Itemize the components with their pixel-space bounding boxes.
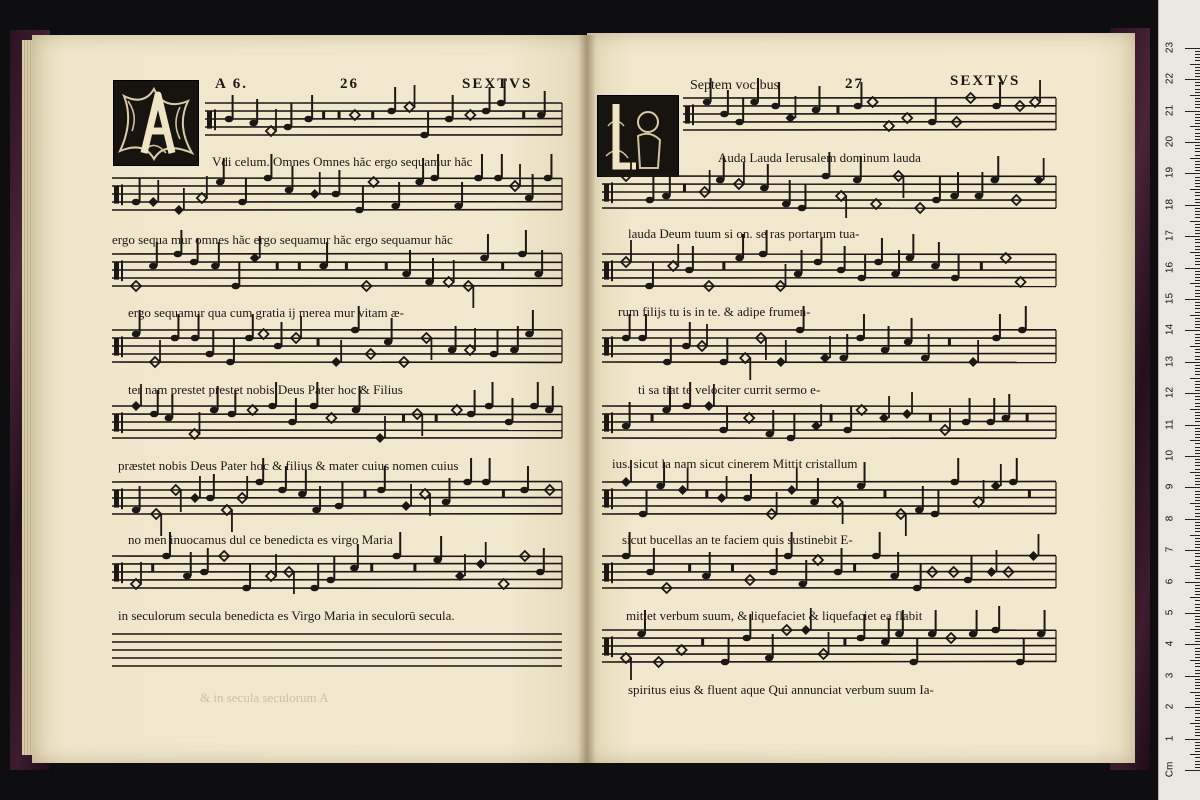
ruler-label: 4 xyxy=(1164,641,1176,647)
ruler-tick xyxy=(1195,167,1200,168)
ruler-label: 3 xyxy=(1164,672,1176,679)
ruler-label: 8 xyxy=(1164,515,1176,522)
ruler-tick xyxy=(1195,368,1200,369)
ruler-label: 2 xyxy=(1164,703,1176,710)
right-lyric-line-2: lauda Deum tuum si on. se ras portarum tua- xyxy=(628,226,860,241)
ruler-tick xyxy=(1195,208,1200,209)
ruler-tick xyxy=(1195,528,1200,529)
ruler-tick xyxy=(1195,415,1200,416)
ruler-tick xyxy=(1195,682,1200,683)
ruler-tick xyxy=(1185,142,1200,143)
ruler-label: 5 xyxy=(1164,609,1176,616)
ruler-tick xyxy=(1195,133,1200,134)
ruler-tick xyxy=(1195,199,1200,200)
ruler-tick xyxy=(1195,588,1200,589)
ruler-tick xyxy=(1190,692,1200,693)
ruler-tick xyxy=(1195,513,1200,514)
ruler-tick xyxy=(1195,255,1200,256)
ruler-tick xyxy=(1195,293,1200,294)
ruler-tick xyxy=(1195,381,1200,382)
ruler-tick xyxy=(1195,717,1200,718)
ruler-label: 19 xyxy=(1164,167,1176,179)
measurement-ruler xyxy=(1158,0,1200,800)
ruler-tick xyxy=(1190,535,1200,536)
left-voice-name: SEXTVS xyxy=(462,76,533,92)
ruler-tick xyxy=(1185,739,1200,740)
ruler-tick xyxy=(1190,315,1200,316)
ruler-tick xyxy=(1195,406,1200,407)
ruler-tick xyxy=(1185,425,1200,426)
ruler-tick xyxy=(1195,494,1200,495)
ruler-tick xyxy=(1190,378,1200,379)
ruler-tick xyxy=(1195,462,1200,463)
left-lyric-line-5: præstet nobis Deus Pater hoc & filius & mater cuius nomen cuius xyxy=(118,458,459,473)
ruler-tick xyxy=(1195,481,1200,482)
ruler-tick xyxy=(1195,541,1200,542)
ruler-tick xyxy=(1195,161,1200,162)
ruler-tick xyxy=(1195,648,1200,649)
ruler-tick xyxy=(1195,522,1200,523)
ruler-tick xyxy=(1195,183,1200,184)
ruler-tick xyxy=(1195,224,1200,225)
ruler-tick xyxy=(1195,695,1200,696)
ruler-tick xyxy=(1195,334,1200,335)
ruler-tick xyxy=(1195,129,1200,130)
ruler-tick xyxy=(1195,578,1200,579)
ruler-tick xyxy=(1195,327,1200,328)
right-lyric-line-3: rum filijs tu is in te. & adipe frumen- xyxy=(618,304,811,319)
ruler-tick xyxy=(1185,111,1200,112)
left-lyric-line-1: Vdi celum. Omnes Omnes hăc ergo sequamur hăc xyxy=(212,154,473,169)
ruler-tick xyxy=(1190,597,1200,598)
ruler-tick xyxy=(1195,101,1200,102)
ruler-label: 13 xyxy=(1164,355,1176,367)
ruler-tick xyxy=(1195,365,1200,366)
ruler-tick xyxy=(1195,657,1200,658)
ruler-tick xyxy=(1190,64,1200,65)
ruler-tick xyxy=(1195,70,1200,71)
ruler-tick xyxy=(1190,472,1200,473)
ruler-tick xyxy=(1195,531,1200,532)
ruler-tick xyxy=(1195,186,1200,187)
ruler-label: 16 xyxy=(1164,261,1176,273)
ruler-tick xyxy=(1195,729,1200,730)
ruler-tick xyxy=(1195,604,1200,605)
ruler-tick xyxy=(1190,189,1200,190)
ruler-tick xyxy=(1195,453,1200,454)
ruler-tick xyxy=(1195,673,1200,674)
ruler-tick xyxy=(1195,585,1200,586)
right-lyric-line-5: ius. sicut la nam sicut cinerem Mittit cristallum xyxy=(612,456,858,471)
ruler-tick xyxy=(1195,302,1200,303)
ruler-tick xyxy=(1195,654,1200,655)
ruler-tick xyxy=(1195,509,1200,510)
ruler-tick xyxy=(1195,202,1200,203)
ruler-label: 6 xyxy=(1164,578,1176,584)
ruler-label: 1 xyxy=(1164,735,1176,741)
left-lyric-line-4: ter nam prestet prestet nobis Deus Pater hoc & Filius xyxy=(128,382,403,397)
ruler-tick xyxy=(1195,89,1200,90)
right-page-number: 27 xyxy=(845,76,864,92)
ruler-tick xyxy=(1195,767,1200,768)
ruler-tick xyxy=(1185,393,1200,394)
ruler-tick xyxy=(1195,591,1200,592)
ruler-tick xyxy=(1185,456,1200,457)
ruler-label: 17 xyxy=(1164,230,1176,242)
ruler-tick xyxy=(1195,679,1200,680)
ruler-tick xyxy=(1195,343,1200,344)
ruler-tick xyxy=(1185,487,1200,488)
ruler-tick xyxy=(1190,126,1200,127)
ruler-tick xyxy=(1195,170,1200,171)
ruler-tick xyxy=(1190,440,1200,441)
ruler-tick xyxy=(1195,239,1200,240)
ruler-label: 23 xyxy=(1164,41,1176,53)
ruler-tick xyxy=(1185,582,1200,583)
ruler-tick xyxy=(1190,629,1200,630)
ruler-label: Cm xyxy=(1164,761,1176,778)
ruler-tick xyxy=(1195,261,1200,262)
ruler-label: 11 xyxy=(1164,418,1176,430)
ruler-tick xyxy=(1195,308,1200,309)
ruler-tick xyxy=(1195,324,1200,325)
ruler-tick xyxy=(1195,428,1200,429)
ruler-label: 14 xyxy=(1164,324,1176,336)
ruler-tick xyxy=(1195,431,1200,432)
left-lyric-line-3: ergo sequamur qua cum gratia ij merea mur vitam æ- xyxy=(128,305,404,320)
ruler-tick xyxy=(1195,478,1200,479)
ruler-tick xyxy=(1195,246,1200,247)
ruler-tick xyxy=(1195,145,1200,146)
ruler-tick xyxy=(1195,638,1200,639)
ruler-tick xyxy=(1195,626,1200,627)
ruler-tick xyxy=(1195,384,1200,385)
left-page-number: 26 xyxy=(340,76,359,92)
ruler-tick xyxy=(1195,447,1200,448)
ruler-tick xyxy=(1195,434,1200,435)
ruler-tick xyxy=(1195,622,1200,623)
ruler-tick xyxy=(1195,726,1200,727)
ruler-tick xyxy=(1195,359,1200,360)
ruler-tick xyxy=(1195,180,1200,181)
ruler-tick xyxy=(1195,500,1200,501)
ruler-tick xyxy=(1195,352,1200,353)
ruler-label: 20 xyxy=(1164,135,1176,148)
ruler-tick xyxy=(1195,616,1200,617)
ruler-tick xyxy=(1195,85,1200,86)
ruler-tick xyxy=(1195,459,1200,460)
ruler-tick xyxy=(1190,95,1200,96)
ruler-tick xyxy=(1195,340,1200,341)
ruler-label: 21 xyxy=(1164,104,1176,116)
ruler-tick xyxy=(1195,54,1200,55)
ruler-tick xyxy=(1195,390,1200,391)
ruler-tick xyxy=(1195,698,1200,699)
ruler-tick xyxy=(1195,57,1200,58)
ruler-tick xyxy=(1195,720,1200,721)
ruler-tick xyxy=(1195,139,1200,140)
ruler-tick xyxy=(1195,211,1200,212)
ruler-tick xyxy=(1195,569,1200,570)
ruler-tick xyxy=(1195,296,1200,297)
ruler-tick xyxy=(1195,82,1200,83)
ruler-tick xyxy=(1195,274,1200,275)
ruler-tick xyxy=(1195,484,1200,485)
ruler-tick xyxy=(1195,632,1200,633)
ruler-tick xyxy=(1195,76,1200,77)
ruler-tick xyxy=(1185,644,1200,645)
ruler-tick xyxy=(1195,685,1200,686)
ruler-tick xyxy=(1195,437,1200,438)
ruler-tick xyxy=(1195,258,1200,259)
ruler-tick xyxy=(1190,409,1200,410)
ruler-tick xyxy=(1195,349,1200,350)
left-lyric-line-6: no men inuocamus dul ce benedicta es virgo Maria xyxy=(128,532,393,547)
ruler-tick xyxy=(1195,264,1200,265)
ruler-label: 22 xyxy=(1164,73,1176,85)
ruler-tick xyxy=(1195,233,1200,234)
ruler-tick xyxy=(1195,497,1200,498)
ruler-tick xyxy=(1195,318,1200,319)
ruler-tick xyxy=(1195,214,1200,215)
book-photo: & in secula seculorum A A 6. 26 SEXTVS Septem vocibus 27 SEXTVS Vdi celum. Omnes Omnes hăc ergo sequamur hăc ergo sequa mur omnes hăc ergo sequamur hăc ergo sequamur hăc ergo sequamur qua cum gratia ij merea mur vitam æ- ter nam prestet prestet nobis Deus Pater hoc & Filius præstet nobis Deus Pater hoc & filius & mater cuius nomen cuius no men inuocamus dul ce benedicta es virgo Maria in seculorum secula benedicta es Virgo Maria in seculorū secula. Auda Lauda Ierusalem dominum lauda lauda Deum tuum si on. se ras portarum tua- rum filijs tu is in te. & adipe frumen- ti sa tiat te velociter currit sermo e- ius. sicut la nam sicut cinerem Mittit cristallum sicut bucellas an te faciem quis sustinebit E- mittet verbum suum, & liquefaciet & liquefaciet ea flabit spiritus eius & fluent aque Qui annunciat verbum suum Ia- Cm 1 2 3 4 5 6 7 8 9 10 11 12 13 14 15 16 17 18 19 20 21 22 23 xyxy=(0,0,1200,800)
ruler-tick xyxy=(1195,600,1200,601)
ruler-tick xyxy=(1190,346,1200,347)
ruler-tick xyxy=(1195,701,1200,702)
ruler-tick xyxy=(1195,67,1200,68)
ruler-tick xyxy=(1195,538,1200,539)
right-lyric-line-1: Auda Lauda Ierusalem dominum lauda xyxy=(718,150,921,165)
ruler-tick xyxy=(1195,745,1200,746)
ruler-tick xyxy=(1185,330,1200,331)
ruler-tick xyxy=(1195,575,1200,576)
ruler-tick xyxy=(1195,421,1200,422)
ruler-tick xyxy=(1195,51,1200,52)
ruler-label: 9 xyxy=(1164,484,1176,490)
ruler-tick xyxy=(1195,450,1200,451)
ruler-tick xyxy=(1185,205,1200,206)
ruler-tick xyxy=(1195,572,1200,573)
ruler-tick xyxy=(1195,670,1200,671)
ruler-tick xyxy=(1195,92,1200,93)
ruler-tick xyxy=(1195,713,1200,714)
ruler-tick xyxy=(1195,120,1200,121)
right-lyric-line-8: spiritus eius & fluent aque Qui annunciat verbum suum Ia- xyxy=(628,682,934,697)
ruler-tick xyxy=(1185,519,1200,520)
right-part-label: Septem vocibus xyxy=(690,78,780,93)
ruler-tick xyxy=(1195,399,1200,400)
ruler-tick xyxy=(1195,164,1200,165)
ruler-tick xyxy=(1195,290,1200,291)
ruler-tick xyxy=(1185,48,1200,49)
left-part-label: A 6. xyxy=(215,76,249,92)
ruler-tick xyxy=(1195,356,1200,357)
ruler-tick xyxy=(1195,280,1200,281)
right-voice-name: SEXTVS xyxy=(950,73,1021,89)
ruler-label: 7 xyxy=(1164,546,1176,553)
ruler-tick xyxy=(1195,396,1200,397)
ruler-tick xyxy=(1195,155,1200,156)
ruler-tick xyxy=(1190,283,1200,284)
ruler-tick xyxy=(1195,732,1200,733)
left-lyric-line-7: in seculorum secula benedicta es Virgo Maria in seculorū secula. xyxy=(118,608,455,623)
ruler-tick xyxy=(1195,556,1200,557)
ruler-tick xyxy=(1185,79,1200,80)
ruler-tick xyxy=(1185,173,1200,174)
ruler-tick xyxy=(1195,764,1200,765)
ruler-tick xyxy=(1195,547,1200,548)
ruler-tick xyxy=(1185,770,1200,771)
ruler-tick xyxy=(1195,312,1200,313)
ruler-tick xyxy=(1195,516,1200,517)
ruler-tick xyxy=(1185,707,1200,708)
right-lyric-line-7: mittet verbum suum, & liquefaciet & liquefaciet ea flabit xyxy=(626,608,923,623)
ruler-tick xyxy=(1195,525,1200,526)
ruler-tick xyxy=(1195,688,1200,689)
ruler-tick xyxy=(1195,114,1200,115)
ruler-tick xyxy=(1195,465,1200,466)
ruler-tick xyxy=(1195,761,1200,762)
ruler-tick xyxy=(1195,321,1200,322)
ruler-tick xyxy=(1195,230,1200,231)
ruler-tick xyxy=(1195,107,1200,108)
ruler-label: 12 xyxy=(1164,387,1176,399)
ruler-tick xyxy=(1185,268,1200,269)
ruler-tick xyxy=(1195,735,1200,736)
ruler-tick xyxy=(1195,374,1200,375)
ruler-tick xyxy=(1190,723,1200,724)
ruler-tick xyxy=(1195,371,1200,372)
ruler-tick xyxy=(1195,666,1200,667)
ruler-tick xyxy=(1195,305,1200,306)
ruler-tick xyxy=(1195,104,1200,105)
ruler-tick xyxy=(1195,469,1200,470)
ruler-tick xyxy=(1195,742,1200,743)
ruler-tick xyxy=(1195,619,1200,620)
ruler-tick xyxy=(1195,610,1200,611)
right-lyric-line-6: sicut bucellas an te faciem quis sustinebit E- xyxy=(622,532,853,547)
ruler-tick xyxy=(1195,607,1200,608)
ruler-tick xyxy=(1195,418,1200,419)
ruler-tick xyxy=(1195,217,1200,218)
ruler-tick xyxy=(1195,491,1200,492)
ruler-tick xyxy=(1195,560,1200,561)
ruler-tick xyxy=(1195,98,1200,99)
ruler-tick xyxy=(1195,651,1200,652)
ruler-tick xyxy=(1195,277,1200,278)
ruler-tick xyxy=(1195,748,1200,749)
ruler-tick xyxy=(1195,249,1200,250)
ruler-tick xyxy=(1195,710,1200,711)
ruler-tick xyxy=(1190,660,1200,661)
ruler-tick xyxy=(1185,362,1200,363)
ruler-tick xyxy=(1195,242,1200,243)
ruler-tick xyxy=(1195,563,1200,564)
ruler-label: 15 xyxy=(1164,292,1176,305)
ruler-tick xyxy=(1185,613,1200,614)
ruler-tick xyxy=(1195,635,1200,636)
ruler-tick xyxy=(1195,704,1200,705)
ruler-tick xyxy=(1195,757,1200,758)
ruler-tick xyxy=(1190,221,1200,222)
ruler-tick xyxy=(1195,177,1200,178)
ruler-tick xyxy=(1190,503,1200,504)
ruler-tick xyxy=(1195,544,1200,545)
ruler-tick xyxy=(1195,412,1200,413)
ruler-tick xyxy=(1190,252,1200,253)
ruler-tick xyxy=(1195,117,1200,118)
ruler-tick xyxy=(1195,337,1200,338)
ruler-tick xyxy=(1195,148,1200,149)
ruler-tick xyxy=(1190,566,1200,567)
ruler-tick xyxy=(1185,550,1200,551)
ruler-tick xyxy=(1195,594,1200,595)
ruler-label: 18 xyxy=(1164,198,1176,210)
ruler-tick xyxy=(1195,60,1200,61)
ruler-tick xyxy=(1195,387,1200,388)
ruler-tick xyxy=(1195,506,1200,507)
ruler-tick xyxy=(1195,443,1200,444)
ruler-tick xyxy=(1195,195,1200,196)
ruler-tick xyxy=(1195,286,1200,287)
ruler-label: 10 xyxy=(1164,449,1176,462)
ruler-tick xyxy=(1190,158,1200,159)
ruler-tick xyxy=(1195,663,1200,664)
ruler-tick xyxy=(1195,475,1200,476)
ruler-tick xyxy=(1195,136,1200,137)
ruler-tick xyxy=(1195,123,1200,124)
ruler-tick xyxy=(1195,192,1200,193)
ruler-tick xyxy=(1195,227,1200,228)
right-lyric-line-4: ti sa tiat te velociter currit sermo e- xyxy=(638,382,821,397)
ruler-tick xyxy=(1185,676,1200,677)
ruler-tick xyxy=(1195,403,1200,404)
ruler-tick xyxy=(1195,151,1200,152)
ruler-tick xyxy=(1195,553,1200,554)
ruler-tick xyxy=(1190,754,1200,755)
ruler-tick xyxy=(1185,299,1200,300)
ruler-tick xyxy=(1195,73,1200,74)
left-lyric-line-2: ergo sequa mur omnes hăc ergo sequamur hăc ergo sequamur hăc xyxy=(112,232,453,247)
ruler-tick xyxy=(1195,641,1200,642)
ruler-tick xyxy=(1195,751,1200,752)
ruler-tick xyxy=(1185,236,1200,237)
ruler-tick xyxy=(1195,271,1200,272)
